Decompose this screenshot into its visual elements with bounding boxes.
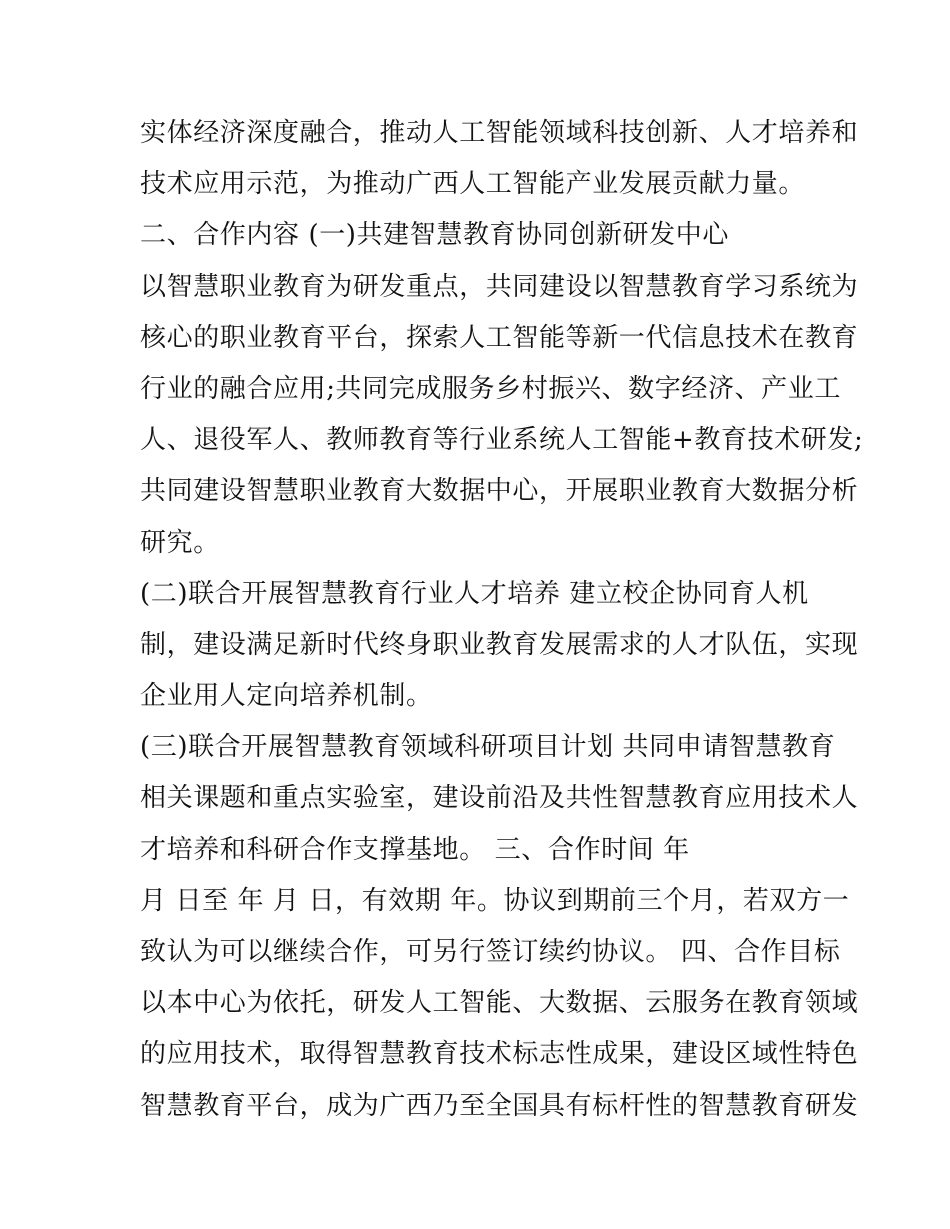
text-line: 共同建设智慧职业教育大数据中心，开展职业教育大数据分析 <box>140 476 859 507</box>
text-line: (三)联合开展智慧教育领域科研项目计划 共同申请智慧教育 <box>140 732 836 763</box>
text-line: 月 日至 年 月 日，有效期 年。协议到期前三个月，若双方一 <box>140 885 850 916</box>
text-line: 以本中心为依托，研发人工智能、大数据、云服务在教育领域 <box>140 988 859 1019</box>
text-line: 才培养和科研合作支撑基地。 三、合作时间 年 <box>140 834 690 865</box>
text-line: 相关课题和重点实验室，建设前沿及共性智慧教育应用技术人 <box>140 783 859 814</box>
text-line: 行业的融合应用;共同完成服务乡村振兴、数字经济、产业工 <box>140 373 841 404</box>
text-line: 以智慧职业教育为研发重点，共同建设以智慧教育学习系统为 <box>140 271 859 302</box>
text-line: (二)联合开展智慧教育行业人才培养 建立校企协同育人机 <box>140 578 809 609</box>
text-line: 技术应用示范，为推动广西人工智能产业发展贡献力量。 <box>140 169 806 200</box>
text-line: 制，建设满足新时代终身职业教育发展需求的人才队伍，实现 <box>140 629 859 660</box>
text-line: 智慧教育平台，成为广西乃至全国具有标杆性的智慧教育研发 <box>140 1090 859 1121</box>
text-line: 企业用人定向培养机制。 <box>140 681 433 712</box>
text-line: 人、退役军人、教师教育等行业系统人工智能+教育技术研发; <box>140 425 864 456</box>
text-line: 核心的职业教育平台，探索人工智能等新一代信息技术在教育 <box>140 322 859 353</box>
document-body <box>140 108 864 1132</box>
section-heading: 二、合作内容 (一)共建智慧教育协同创新研发中心 <box>140 220 729 251</box>
text-line: 的应用技术，取得智慧教育技术标志性成果，建设区域性特色 <box>140 1039 859 1070</box>
text-line: 实体经济深度融合，推动人工智能领域科技创新、人才培养和 <box>140 118 859 148</box>
text-line: 致认为可以继续合作，可另行签订续约协议。 四、合作目标 <box>140 937 841 967</box>
text-line: 研究。 <box>140 527 220 558</box>
